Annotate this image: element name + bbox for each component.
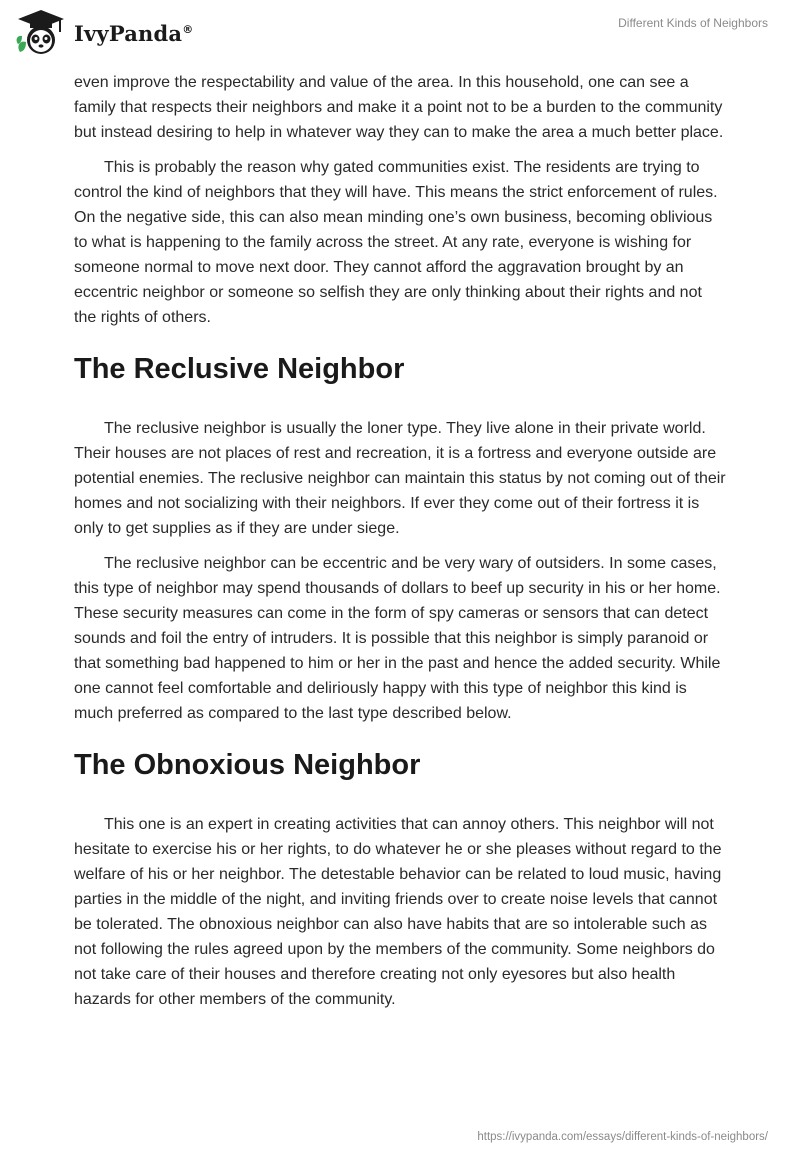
- paragraph-obnoxious: This one is an expert in creating activities that can annoy others. This neighbor will not hesitate to exercise his or her rights, to do whatever he or she pleases without regard to the welfare of his or her neighbor. The detestable behavior can be related to loud music, having parties in the middle of the night, and inviting friends over to create noise levels that cannot be tolerated. The obnoxious neighbor can also have habits that are so intolerable such as not following the rules agreed upon by the members of the community. Some neighbors do not take care of their houses and therefore creating not only eyesores but also health hazards for other members of the community.: [74, 816, 722, 1008]
- heading-obnoxious-neighbor: The Obnoxious Neighbor: [74, 749, 421, 781]
- source-url[interactable]: https://ivypanda.com/essays/different-kinds-of-neighbors/: [477, 1131, 768, 1143]
- paragraph-reclusive-security: The reclusive neighbor can be eccentric and be very wary of outsiders. In some cases, this type of neighbor may spend thousands of dollars to beef up security in his or her home. These security measures can come in the form of spy cameras or sensors that can detect sounds and foil the entry of intruders. It is possible that this neighbor is simply paranoid or that something bad happened to him or her in the past and hence the added security. While one cannot feel comfortable and deliriously happy with this type of neighbor this kind is much preferred as compared to the last type described below.: [74, 555, 721, 722]
- registered-mark: ®: [182, 22, 194, 36]
- brand-text: IvyPanda: [74, 20, 183, 46]
- brand-name: [74, 21, 193, 46]
- document-title: Different Kinds of Neighbors: [618, 16, 768, 30]
- paragraph-reclusive-intro: The reclusive neighbor is usually the loner type. They live alone in their private world. Their houses are not places of rest and recreation, it is a fortress and everyone outside are potential enemies. The reclusive neighbor can maintain this status by not coming out of their homes and not socializing with their neighbors. If ever they come out of their fortress it is only to get supplies as if they are under siege.: [74, 420, 726, 537]
- heading-reclusive-neighbor: The Reclusive Neighbor: [74, 353, 405, 385]
- paragraph-continuation: even improve the respectability and value of the area. In this household, one can see a family that respects their neighbors and make it a point not to be a burden to the community but instead desiring to help in whatever way they can to make the area a much better place.: [74, 74, 724, 141]
- panda-graduate-icon: [14, 8, 68, 58]
- page-header: [0, 0, 800, 72]
- paragraph-gated-communities: This is probably the reason why gated communities exist. The residents are trying to control the kind of neighbors that they will have. This means the strict enforcement of rules. On the negative side, this can also mean minding one’s own business, becoming oblivious to what is happening to the family across the street. At any rate, everyone is wishing for someone normal to move next door. They cannot afford the aggravation brought by an eccentric neighbor or someone so selfish they are only thinking about their rights and not the rights of others.: [74, 159, 718, 326]
- ivypanda-logo[interactable]: [14, 8, 193, 58]
- essay-body: [74, 70, 728, 1022]
